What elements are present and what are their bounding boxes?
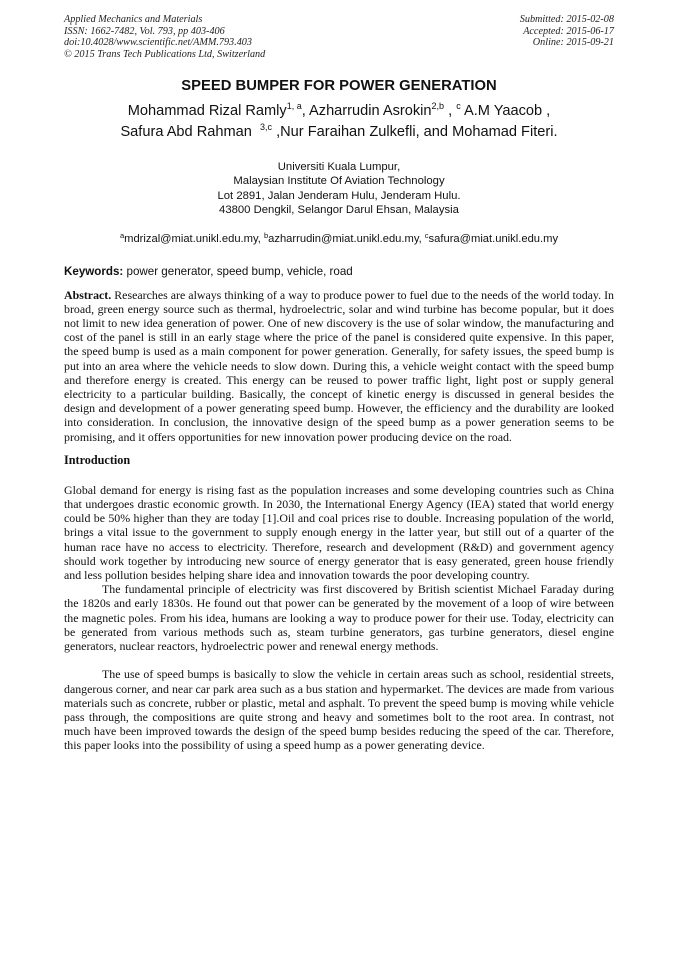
- email-link[interactable]: mdrizal@miat.unikl.edu.my,: [124, 232, 264, 245]
- author-name: Safura Abd Rahman: [120, 124, 252, 140]
- email-mark: c: [424, 230, 429, 240]
- email-link[interactable]: safura@miat.unikl.edu.my: [428, 232, 559, 245]
- date-submitted: Submitted: 2015-02-08: [519, 14, 614, 25]
- intro-paragraph-2: The fundamental principle of electricity was first discovered by British scientist Michael Faraday during the 1820s and early 1830s. He found out that power can be generated by the movement of a loop of wire between the magnetic poles. From his idea, humans are looking a way to produce power for their use. Today, electricity can be generated from various methods such as, steam turbine generators, gas turbine generators, diesel engine generators, nuclear reactors, hydroelectric power and renewal energy methods.: [64, 582, 614, 654]
- paper-title: SPEED BUMPER FOR POWER GENERATION: [181, 78, 497, 94]
- publication-dates: [520, 14, 614, 60]
- email-mark: a: [119, 230, 125, 240]
- journal-name: Applied Mechanics and Materials: [64, 14, 203, 25]
- affiliation-line: Malaysian Institute Of Aviation Technology: [233, 175, 445, 188]
- author-name: Mohammad Rizal Ramly: [127, 103, 287, 119]
- journal-copyright: © 2015 Trans Tech Publications Ltd, Switzerland: [64, 48, 266, 60]
- author-line-1: [64, 101, 614, 122]
- date-accepted: Accepted: 2015-06-17: [523, 25, 614, 37]
- journal-header: [64, 14, 614, 60]
- author-name: ,Nur Faraihan Zulkefli, and Mohamad Fiteri.: [272, 124, 558, 140]
- author-list: [64, 101, 614, 143]
- keywords: [64, 265, 614, 279]
- intro-paragraph-3: The use of speed bumps is basically to slow the vehicle in certain areas such as school, residential streets, dangerous corner, and near car park area such as a bus station and hypermarket. The devices are made from various materials such as concrete, rubber or plastic, metal and asphalt. To prevent the speed bump is moving while vehicle pass through, the compositions are quite strong and heavy and sometimes bolt to the root area. In contrast, not much have been improved towards the design of the speed bump besides reducing the speed of the car. Therefore, this paper looks into the possibility of using a speed hump as a power generating device.: [64, 667, 614, 753]
- author-affil-mark: 3,c: [260, 122, 273, 132]
- author-affil-mark: c: [456, 101, 461, 111]
- abstract: [64, 288, 614, 444]
- author-name: A.M Yaacob ,: [460, 103, 551, 119]
- abstract-label: Abstract.: [64, 287, 112, 302]
- intro-paragraph-1: Global demand for energy is rising fast as the population increases and some developing countries such as China that undergoes drastic economic growth. In 2030, the International Energy Agency (IEA) stated that world energy could be 50% higher than they are today [1].Oil and coal prices rise to double. Increasing population of the world, brings a vital issue to the government to supply enough energy in the latter year, but still out of a quarter of the human race have no access to electricity. Therefore, research and development (R&D) and government agency should work together by introducing new source of energy generator that is easy generated, green house friendly and less pollution besides helping share idea and innovation towards the poor developing country.: [64, 482, 614, 583]
- journal-issn: ISSN: 1662-7482, Vol. 793, pp 403-406: [64, 25, 225, 37]
- author-affil-mark: 1, a: [286, 101, 302, 111]
- author-name: , Azharrudin Asrokin: [301, 103, 432, 119]
- author-affil-mark: 2,b: [431, 101, 445, 111]
- keywords-label: Keywords:: [64, 264, 124, 278]
- abstract-text: Researches are always thinking of a way to produce power to fuel due to the needs of the world today. In broad, green energy source such as thermal, hydroelectric, solar and wind turbine has become popular, but it does not limit to new idea generation of power. One of new discovery is the use of solar window, the manufacturing and cost of the panel is still in an early stage where the price of the panel is considered quite expensive. In this paper, the speed bump is used as a main component for power generation. Generally, for safety issues, the speed bump is put into an area where the vehicle needs to slow down. During this, a vehicle weight contact with the speed bump and therefore energy is created. This energy can be reused to power traffic light, light post or supply general electricity to a particular building. Basically, the concept of kinetic energy is discussed in general besides the design and development of a power generating speed bump. However, the efficiency and the durability are looked into consideration. In conclusion, the innovative design of the speed bump as a power generation seems to be promising, and it offers opportunities for new innovation power producing device on the road.: [64, 287, 614, 444]
- author-line-2: [64, 122, 614, 143]
- journal-info: [64, 14, 265, 60]
- affiliation: [64, 160, 614, 218]
- section-heading-introduction: Introduction: [64, 452, 131, 467]
- author-emails: [64, 232, 614, 246]
- email-link[interactable]: azharrudin@miat.unikl.edu.my,: [268, 232, 425, 245]
- author-separator: ,: [444, 103, 457, 119]
- affiliation-line: Universiti Kuala Lumpur,: [277, 161, 401, 173]
- date-online: Online: 2015-09-21: [532, 37, 614, 48]
- email-mark: b: [263, 230, 269, 240]
- affiliation-line: 43800 Dengkil, Selangor Darul Ehsan, Malaysia: [219, 204, 459, 217]
- journal-doi: doi:10.4028/www.scientific.net/AMM.793.403: [64, 37, 252, 48]
- affiliation-line: Lot 2891, Jalan Jenderam Hulu, Jenderam Hulu.: [217, 189, 461, 202]
- keywords-text: power generator, speed bump, vehicle, road: [123, 264, 353, 278]
